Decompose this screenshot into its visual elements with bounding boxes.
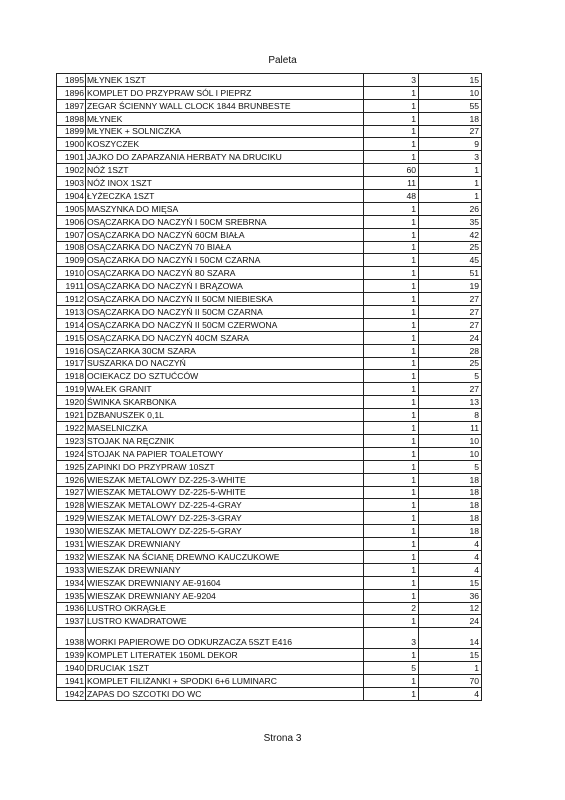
inventory-table <box>56 73 482 701</box>
row-qty-cell: 1 <box>364 112 419 125</box>
row-qty-cell: 1 <box>364 499 419 512</box>
row-value-cell: 70 <box>419 675 482 688</box>
row-value-cell: 18 <box>419 499 482 512</box>
row-id-cell: 1908 <box>57 241 86 254</box>
row-value-cell: 26 <box>419 202 482 215</box>
table-row <box>57 254 482 267</box>
row-id-cell: 1928 <box>57 499 86 512</box>
row-qty-cell: 1 <box>364 447 419 460</box>
row-name-cell: ZEGAR ŚCIENNY WALL CLOCK 1844 BRUNBESTE <box>86 99 364 112</box>
row-qty-cell: 1 <box>364 512 419 525</box>
row-value-cell: 18 <box>419 112 482 125</box>
row-qty-cell: 1 <box>364 615 419 628</box>
row-qty-cell: 1 <box>364 649 419 662</box>
row-id-cell: 1934 <box>57 576 86 589</box>
row-name-cell: MASZYNKA DO MIĘSA <box>86 202 364 215</box>
row-value-cell: 51 <box>419 267 482 280</box>
row-id-cell: 1916 <box>57 344 86 357</box>
table-row <box>57 241 482 254</box>
row-id-cell: 1926 <box>57 473 86 486</box>
row-value-cell: 25 <box>419 241 482 254</box>
table-row <box>57 331 482 344</box>
table-row <box>57 662 482 675</box>
row-value-cell: 4 <box>419 550 482 563</box>
row-qty-cell: 1 <box>364 138 419 151</box>
row-value-cell: 4 <box>419 687 482 700</box>
table-row <box>57 318 482 331</box>
row-value-cell: 18 <box>419 473 482 486</box>
row-qty-cell: 1 <box>364 576 419 589</box>
row-qty-cell: 1 <box>364 434 419 447</box>
row-id-cell: 1900 <box>57 138 86 151</box>
page-header-title: Paleta <box>268 55 297 66</box>
row-id-cell: 1909 <box>57 254 86 267</box>
row-id-cell: 1936 <box>57 602 86 615</box>
table-row <box>57 628 482 649</box>
table-row <box>57 125 482 138</box>
row-value-cell: 25 <box>419 357 482 370</box>
row-value-cell: 10 <box>419 434 482 447</box>
row-name-cell: OCIEKACZ DO SZTUĆCÓW <box>86 370 364 383</box>
row-qty-cell: 3 <box>364 628 419 649</box>
row-value-cell: 45 <box>419 254 482 267</box>
row-qty-cell: 1 <box>364 280 419 293</box>
table-row <box>57 138 482 151</box>
row-id-cell: 1937 <box>57 615 86 628</box>
row-value-cell: 12 <box>419 602 482 615</box>
row-value-cell: 10 <box>419 86 482 99</box>
row-qty-cell: 1 <box>364 486 419 499</box>
row-name-cell: LUSTRO OKRĄGŁE <box>86 602 364 615</box>
inventory-table-body <box>57 74 482 701</box>
row-id-cell: 1904 <box>57 190 86 203</box>
table-row <box>57 615 482 628</box>
row-value-cell: 1 <box>419 164 482 177</box>
row-name-cell: WIESZAK DREWNIANY <box>86 538 364 551</box>
table-row <box>57 589 482 602</box>
row-id-cell: 1922 <box>57 422 86 435</box>
row-id-cell: 1919 <box>57 383 86 396</box>
row-qty-cell: 60 <box>364 164 419 177</box>
row-id-cell: 1917 <box>57 357 86 370</box>
row-value-cell: 18 <box>419 525 482 538</box>
row-name-cell: OSĄCZARKA DO NACZYŃ 80 SZARA <box>86 267 364 280</box>
table-row <box>57 86 482 99</box>
row-name-cell: OSĄCZARKA DO NACZYŃ 60CM BIAŁA <box>86 228 364 241</box>
row-value-cell: 1 <box>419 662 482 675</box>
table-row <box>57 164 482 177</box>
row-value-cell: 13 <box>419 396 482 409</box>
page-footer-number: Strona 3 <box>263 733 302 744</box>
table-row <box>57 202 482 215</box>
row-name-cell: MASELNICZKA <box>86 422 364 435</box>
row-id-cell: 1924 <box>57 447 86 460</box>
table-row <box>57 99 482 112</box>
row-name-cell: OSĄCZARKA DO NACZYŃ II 50CM NIEBIESKA <box>86 293 364 306</box>
row-name-cell: KOMPLET FILIŻANKI + SPODKI 6+6 LUMINARC <box>86 675 364 688</box>
table-row <box>57 396 482 409</box>
row-value-cell: 5 <box>419 460 482 473</box>
row-name-cell: WIESZAK METALOWY DZ-225-5-GRAY <box>86 525 364 538</box>
row-qty-cell: 1 <box>364 675 419 688</box>
row-name-cell: OSĄCZARKA DO NACZYŃ II 50CM CZERWONA <box>86 318 364 331</box>
table-row <box>57 228 482 241</box>
row-qty-cell: 1 <box>364 202 419 215</box>
row-value-cell: 35 <box>419 215 482 228</box>
row-name-cell: MŁYNEK 1SZT <box>86 74 364 87</box>
row-id-cell: 1929 <box>57 512 86 525</box>
row-id-cell: 1941 <box>57 675 86 688</box>
row-name-cell: OSĄCZARKA 30CM SZARA <box>86 344 364 357</box>
row-value-cell: 19 <box>419 280 482 293</box>
row-qty-cell: 1 <box>364 86 419 99</box>
table-row <box>57 525 482 538</box>
row-name-cell: WIESZAK METALOWY DZ-225-4-GRAY <box>86 499 364 512</box>
row-value-cell: 27 <box>419 306 482 319</box>
row-name-cell: KOMPLET LITERATEK 150ML DEKOR <box>86 649 364 662</box>
table-row <box>57 177 482 190</box>
row-qty-cell: 1 <box>364 538 419 551</box>
table-row <box>57 602 482 615</box>
table-row <box>57 649 482 662</box>
row-id-cell: 1895 <box>57 74 86 87</box>
row-value-cell: 9 <box>419 138 482 151</box>
row-name-cell: OSĄCZARKA DO NACZYŃ 40CM SZARA <box>86 331 364 344</box>
row-id-cell: 1939 <box>57 649 86 662</box>
row-qty-cell: 48 <box>364 190 419 203</box>
row-value-cell: 18 <box>419 486 482 499</box>
table-row <box>57 293 482 306</box>
row-qty-cell: 5 <box>364 662 419 675</box>
row-id-cell: 1897 <box>57 99 86 112</box>
row-name-cell: KOMPLET DO PRZYPRAW SÓL I PIEPRZ <box>86 86 364 99</box>
row-qty-cell: 3 <box>364 74 419 87</box>
row-id-cell: 1906 <box>57 215 86 228</box>
table-row <box>57 112 482 125</box>
table-row <box>57 460 482 473</box>
row-value-cell: 27 <box>419 318 482 331</box>
table-row <box>57 486 482 499</box>
row-name-cell: WIESZAK DREWNIANY <box>86 563 364 576</box>
row-id-cell: 1910 <box>57 267 86 280</box>
row-name-cell: DRUCIAK 1SZT <box>86 662 364 675</box>
row-id-cell: 1913 <box>57 306 86 319</box>
row-name-cell: WIESZAK METALOWY DZ-225-3-GRAY <box>86 512 364 525</box>
row-id-cell: 1930 <box>57 525 86 538</box>
row-id-cell: 1933 <box>57 563 86 576</box>
row-value-cell: 15 <box>419 74 482 87</box>
row-name-cell: JAJKO DO ZAPARZANIA HERBATY NA DRUCIKU <box>86 151 364 164</box>
row-qty-cell: 1 <box>364 99 419 112</box>
row-name-cell: MŁYNEK + SOLNICZKA <box>86 125 364 138</box>
row-name-cell: WIESZAK METALOWY DZ-225-5-WHITE <box>86 486 364 499</box>
row-value-cell: 28 <box>419 344 482 357</box>
row-value-cell: 24 <box>419 331 482 344</box>
row-value-cell: 27 <box>419 383 482 396</box>
row-value-cell: 55 <box>419 99 482 112</box>
row-id-cell: 1912 <box>57 293 86 306</box>
row-value-cell: 14 <box>419 628 482 649</box>
row-qty-cell: 1 <box>364 344 419 357</box>
table-row <box>57 512 482 525</box>
row-name-cell: OSĄCZARKA DO NACZYŃ I BRĄZOWA <box>86 280 364 293</box>
row-value-cell: 4 <box>419 563 482 576</box>
table-row <box>57 675 482 688</box>
row-id-cell: 1923 <box>57 434 86 447</box>
row-qty-cell: 1 <box>364 306 419 319</box>
row-qty-cell: 1 <box>364 228 419 241</box>
table-row <box>57 370 482 383</box>
table-row <box>57 306 482 319</box>
row-name-cell: MŁYNEK <box>86 112 364 125</box>
row-id-cell: 1931 <box>57 538 86 551</box>
row-name-cell: WIESZAK DREWNIANY AE-9204 <box>86 589 364 602</box>
row-name-cell: WIESZAK NA ŚCIANĘ DREWNO KAUCZUKOWE <box>86 550 364 563</box>
row-id-cell: 1903 <box>57 177 86 190</box>
row-id-cell: 1920 <box>57 396 86 409</box>
row-name-cell: STOJAK NA RĘCZNIK <box>86 434 364 447</box>
row-name-cell: ŁYŻECZKA 1SZT <box>86 190 364 203</box>
table-row <box>57 383 482 396</box>
row-name-cell: OSĄCZARKA DO NACZYŃ I 50CM CZARNA <box>86 254 364 267</box>
row-name-cell: ZAPAS DO SZCOTKI DO WC <box>86 687 364 700</box>
row-qty-cell: 1 <box>364 383 419 396</box>
row-name-cell: OSĄCZARKA DO NACZYŃ II 50CM CZARNA <box>86 306 364 319</box>
row-name-cell: SUSZARKA DO NACZYŃ <box>86 357 364 370</box>
row-id-cell: 1899 <box>57 125 86 138</box>
row-qty-cell: 1 <box>364 396 419 409</box>
row-qty-cell: 1 <box>364 125 419 138</box>
table-row <box>57 280 482 293</box>
row-id-cell: 1942 <box>57 687 86 700</box>
table-row <box>57 409 482 422</box>
row-id-cell: 1902 <box>57 164 86 177</box>
row-qty-cell: 1 <box>364 318 419 331</box>
row-id-cell: 1901 <box>57 151 86 164</box>
row-qty-cell: 11 <box>364 177 419 190</box>
table-row <box>57 473 482 486</box>
table-row <box>57 215 482 228</box>
row-id-cell: 1927 <box>57 486 86 499</box>
row-qty-cell: 1 <box>364 151 419 164</box>
row-value-cell: 8 <box>419 409 482 422</box>
row-qty-cell: 1 <box>364 473 419 486</box>
row-qty-cell: 1 <box>364 550 419 563</box>
row-name-cell: NÓŻ 1SZT <box>86 164 364 177</box>
row-name-cell: KOSZYCZEK <box>86 138 364 151</box>
table-row <box>57 151 482 164</box>
row-name-cell: NÓŻ INOX 1SZT <box>86 177 364 190</box>
row-name-cell: ŚWINKA SKARBONKA <box>86 396 364 409</box>
table-row <box>57 190 482 203</box>
table-row <box>57 357 482 370</box>
row-value-cell: 27 <box>419 293 482 306</box>
row-value-cell: 15 <box>419 576 482 589</box>
row-value-cell: 3 <box>419 151 482 164</box>
row-qty-cell: 1 <box>364 687 419 700</box>
table-row <box>57 344 482 357</box>
row-value-cell: 1 <box>419 190 482 203</box>
row-qty-cell: 1 <box>364 525 419 538</box>
row-name-cell: WIESZAK DREWNIANY AE-91604 <box>86 576 364 589</box>
row-name-cell: WIESZAK METALOWY DZ-225-3-WHITE <box>86 473 364 486</box>
table-row <box>57 434 482 447</box>
table-row <box>57 74 482 87</box>
row-qty-cell: 1 <box>364 357 419 370</box>
row-id-cell: 1898 <box>57 112 86 125</box>
row-qty-cell: 1 <box>364 563 419 576</box>
table-row <box>57 576 482 589</box>
table-row <box>57 267 482 280</box>
row-name-cell: WORKI PAPIEROWE DO ODKURZACZA 5SZT E416 <box>86 628 364 649</box>
row-qty-cell: 1 <box>364 370 419 383</box>
row-id-cell: 1914 <box>57 318 86 331</box>
row-value-cell: 24 <box>419 615 482 628</box>
row-qty-cell: 1 <box>364 241 419 254</box>
table-row <box>57 422 482 435</box>
row-id-cell: 1907 <box>57 228 86 241</box>
row-name-cell: LUSTRO KWADRATOWE <box>86 615 364 628</box>
row-id-cell: 1938 <box>57 628 86 649</box>
row-name-cell: ZAPINKI DO PRZYPRAW 10SZT <box>86 460 364 473</box>
row-id-cell: 1918 <box>57 370 86 383</box>
row-id-cell: 1925 <box>57 460 86 473</box>
row-id-cell: 1911 <box>57 280 86 293</box>
row-value-cell: 18 <box>419 512 482 525</box>
row-qty-cell: 1 <box>364 293 419 306</box>
row-qty-cell: 1 <box>364 267 419 280</box>
row-id-cell: 1940 <box>57 662 86 675</box>
row-value-cell: 5 <box>419 370 482 383</box>
row-id-cell: 1896 <box>57 86 86 99</box>
row-name-cell: DZBANUSZEK 0,1L <box>86 409 364 422</box>
row-name-cell: OSĄCZARKA DO NACZYŃ I 50CM SREBRNA <box>86 215 364 228</box>
row-id-cell: 1932 <box>57 550 86 563</box>
table-row <box>57 563 482 576</box>
row-qty-cell: 1 <box>364 409 419 422</box>
row-qty-cell: 1 <box>364 331 419 344</box>
row-id-cell: 1935 <box>57 589 86 602</box>
row-value-cell: 15 <box>419 649 482 662</box>
table-row <box>57 538 482 551</box>
row-qty-cell: 1 <box>364 422 419 435</box>
row-id-cell: 1905 <box>57 202 86 215</box>
row-value-cell: 11 <box>419 422 482 435</box>
row-value-cell: 36 <box>419 589 482 602</box>
row-value-cell: 1 <box>419 177 482 190</box>
row-value-cell: 4 <box>419 538 482 551</box>
row-qty-cell: 1 <box>364 215 419 228</box>
row-qty-cell: 1 <box>364 254 419 267</box>
row-qty-cell: 1 <box>364 460 419 473</box>
row-name-cell: OSĄCZARKA DO NACZYŃ 70 BIAŁA <box>86 241 364 254</box>
table-row <box>57 499 482 512</box>
table-row <box>57 447 482 460</box>
row-name-cell: STOJAK NA PAPIER TOALETOWY <box>86 447 364 460</box>
row-id-cell: 1915 <box>57 331 86 344</box>
table-row <box>57 687 482 700</box>
row-qty-cell: 1 <box>364 589 419 602</box>
row-value-cell: 42 <box>419 228 482 241</box>
row-qty-cell: 2 <box>364 602 419 615</box>
row-value-cell: 27 <box>419 125 482 138</box>
table-row <box>57 550 482 563</box>
row-name-cell: WAŁEK GRANIT <box>86 383 364 396</box>
row-value-cell: 10 <box>419 447 482 460</box>
row-id-cell: 1921 <box>57 409 86 422</box>
